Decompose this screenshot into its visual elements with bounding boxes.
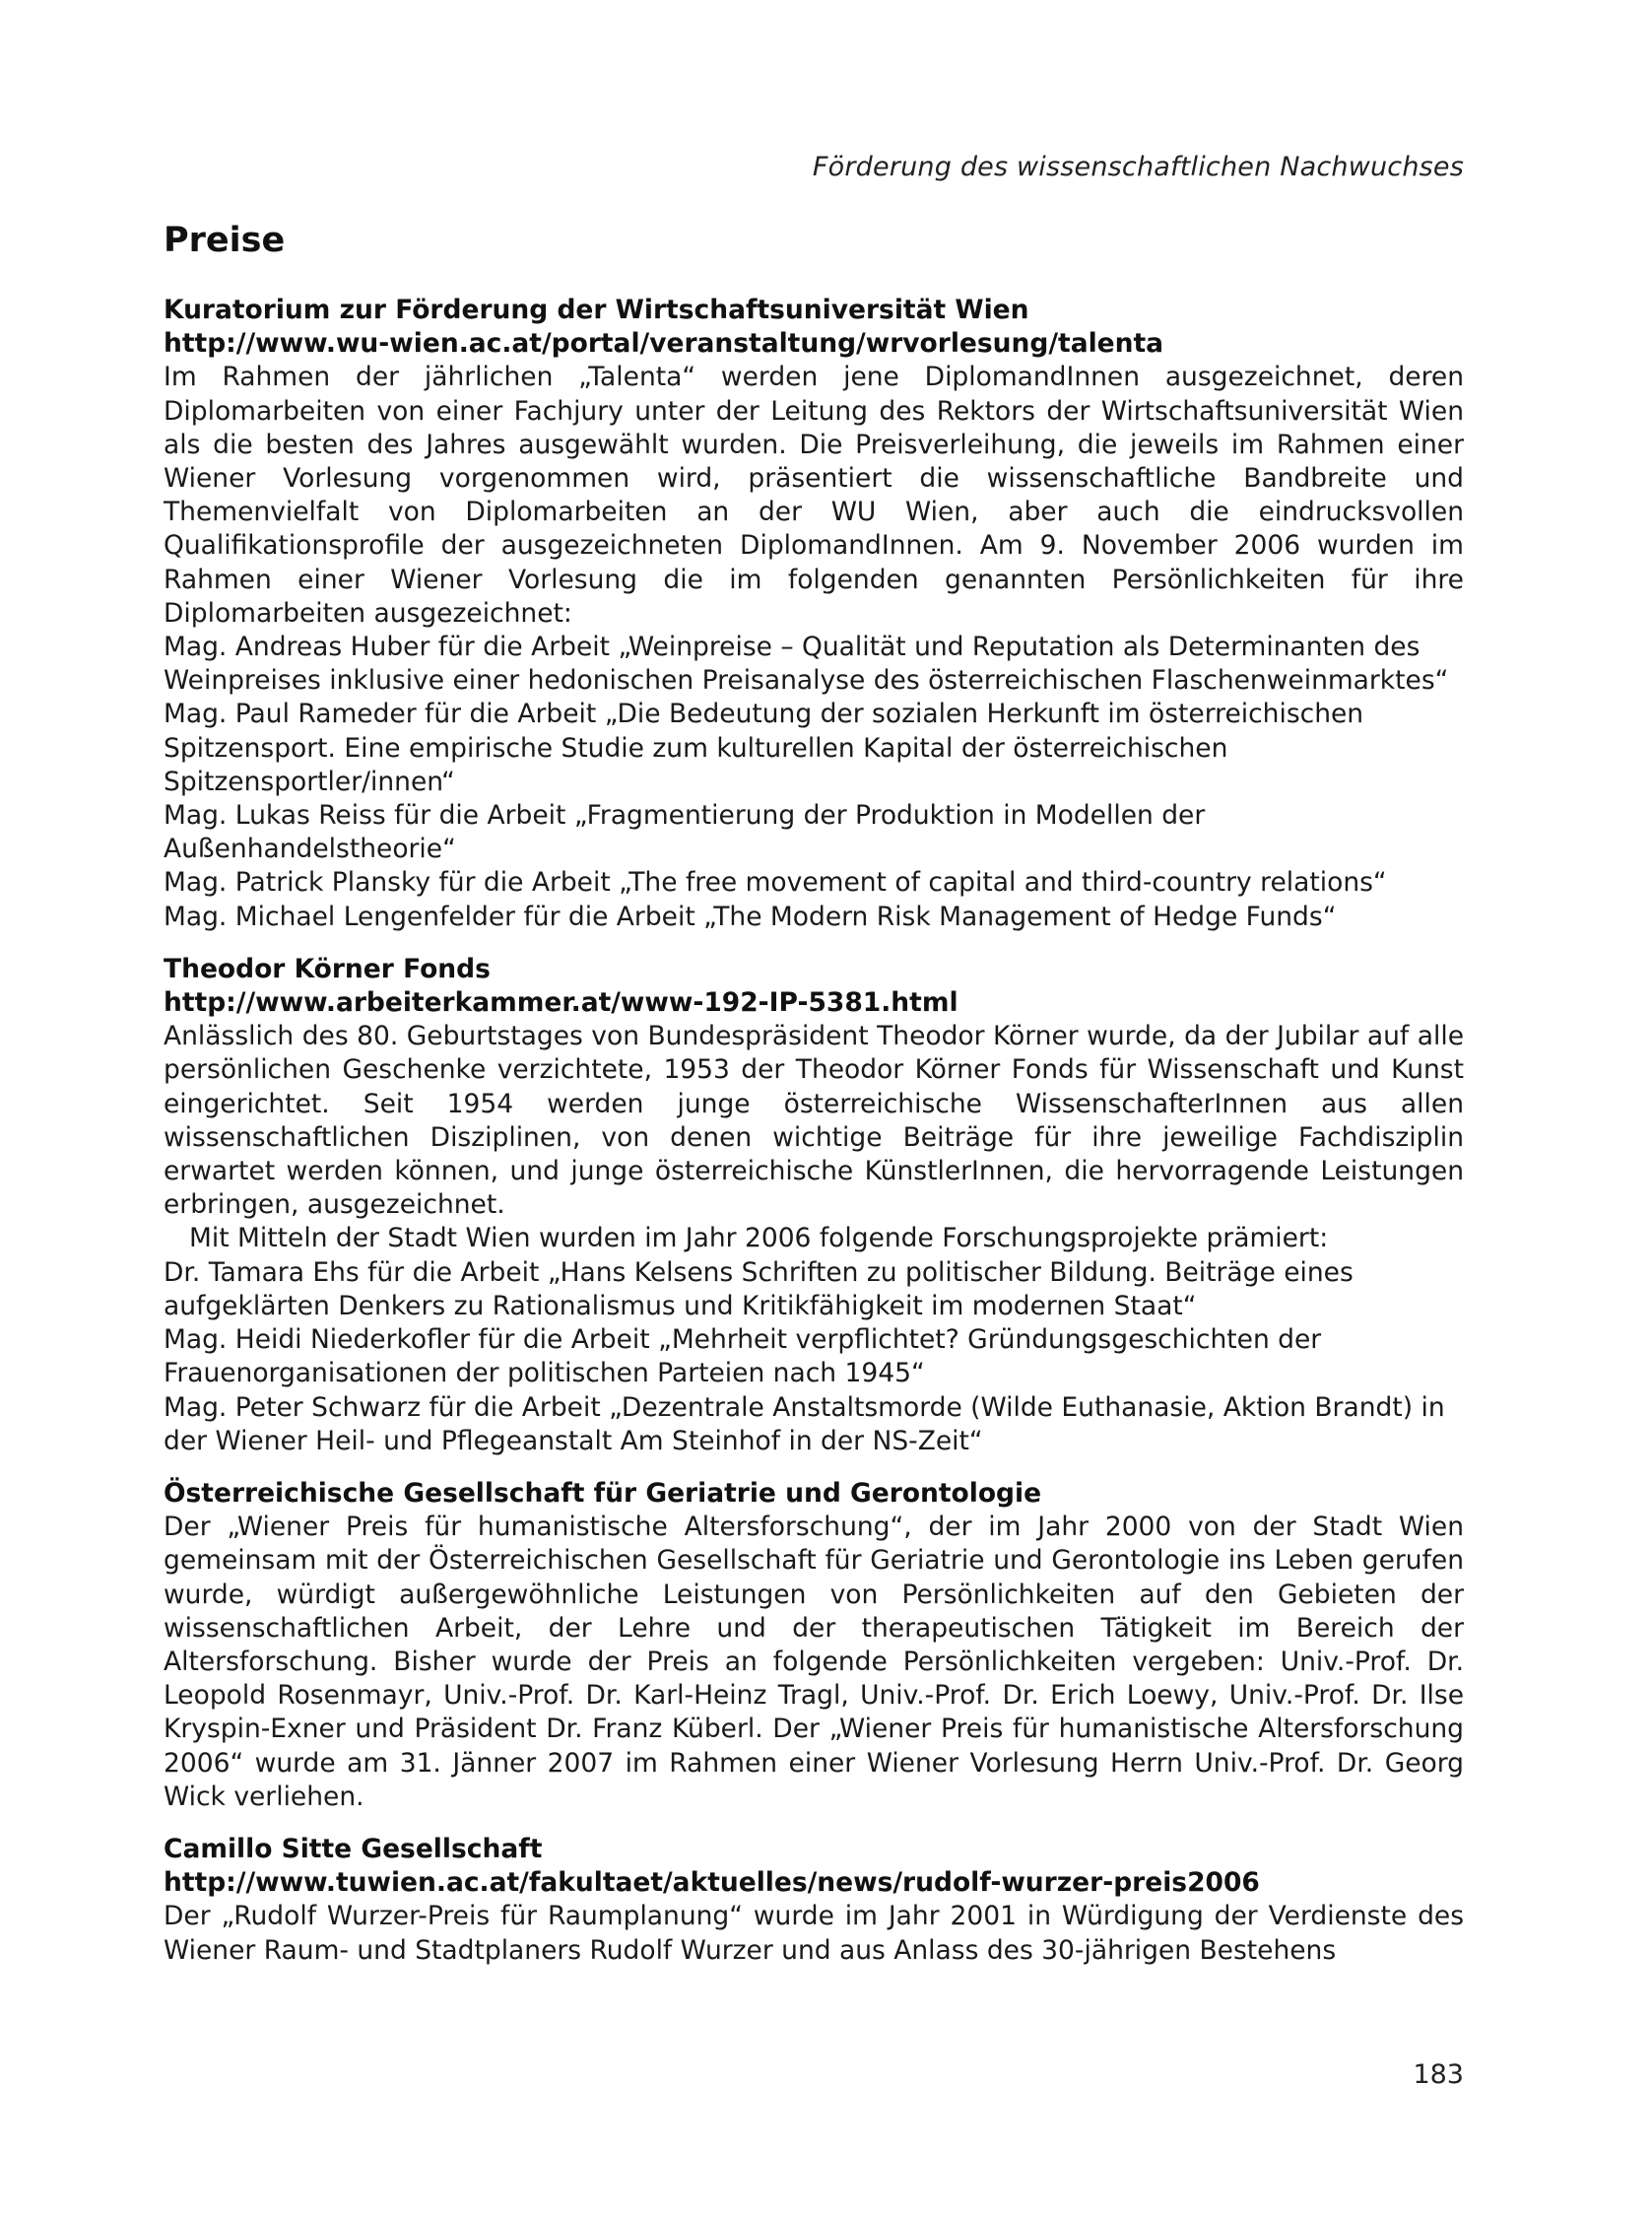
page-number: 183 (1413, 2059, 1464, 2090)
prize-entry-kuratorium (164, 294, 1464, 934)
award-recipient: Mag. Andreas Huber für die Arbeit „Weinpreise – Qualität und Reputation als Determinanten des Weinpreises inklusive einer hedonischen Preisanalyse des österreichischen Flaschenweinmarktes“ (164, 632, 1449, 697)
award-recipient: Mag. Heidi Niederkofler für die Arbeit „Mehrheit verpflichtet? Gründungsgeschichten der Frauenorganisationen der politischen Parteien nach 1945“ (164, 1324, 1322, 1389)
entry-url: http://www.arbeiterkammer.at/www-192-IP-5381.html (164, 987, 958, 1019)
entry-paragraph: Der „Wiener Preis für humanistische Altersforschung“, der im Jahr 2000 von der Stadt Wien gemeinsam mit der Österreichischen Gesellschaft für Geriatrie und Gerontologie ins Leben gerufen wurde, würdigt außergewöhnliche Leistungen von Persönlichkeiten auf den Gebieten der wissenschaftlichen Arbeit, der Lehre und der therapeutischen Tätigkeit im Bereich der Altersforschung. Bisher wurde der Preis an folgende Persönlichkeiten vergeben: Univ.-Prof. Dr. Leopold Rosenmayr, Univ.-Prof. Dr. Karl-Heinz Tragl, Univ.-Prof. Dr. Erich Loewy, Univ.-Prof. Dr. Ilse Kryspin-Exner und Präsident Dr. Franz Küberl. Der „Wiener Preis für humanistische Altersforschung 2006“ wurde am 31. Jänner 2007 im Rahmen einer Wiener Vorlesung Herrn Univ.-Prof. Dr. Georg Wick verliehen. (164, 1512, 1464, 1812)
entry-title: Camillo Sitte Gesellschaft (164, 1833, 543, 1864)
entry-title: Kuratorium zur Förderung der Wirtschaftsuniversität Wien (164, 295, 1029, 325)
prize-entry-camillo-sitte (164, 1833, 1464, 1968)
prize-entry-koerner-fonds (164, 953, 1464, 1458)
entry-paragraph: Anlässlich des 80. Geburtstages von Bundespräsident Theodor Körner wurde, da der Jubilar auf alle persönlichen Geschenke verzichtete, 1953 der Theodor Körner Fonds für Wissenschaft und Kunst eingerichtet. Seit 1954 werden junge österreichische WissenschafterInnen aus allen wissenschaftlichen Disziplinen, von denen wichtige Beiträge für ihre jeweilige Fachdisziplin erwartet werden können, und junge österreichische KünstlerInnen, die hervorragende Leistungen erbringen, ausgezeichnet. (164, 1021, 1464, 1221)
entry-title: Österreichische Gesellschaft für Geriatrie und Gerontologie (164, 1477, 1042, 1509)
award-recipient: Dr. Tamara Ehs für die Arbeit „Hans Kelsens Schriften zu politischer Bildung. Beiträge eines aufgeklärten Denkers zu Rationalismus und Kritikfähigkeit im modernen Staat“ (164, 1256, 1354, 1321)
entry-paragraph: Im Rahmen der jährlichen „Talenta“ werden jene DiplomandInnen ausgezeichnet, deren Diplomarbeiten von einer Fachjury unter der Leitung des Rektors der Wirtschaftsuniversität Wien als die besten des Jahres ausgewählt wurden. Die Preisverleihung, die jeweils im Rahmen einer Wiener Vorlesung vorgenommen wird, präsentiert die wissenschaftliche Bandbreite und Themenvielfalt von Diplomarbeiten an der WU Wien, aber auch die eindrucksvollen Qualifikationsprofile der ausgezeichneten DiplomandInnen. Am 9. November 2006 wurden im Rahmen einer Wiener Vorlesung die im folgenden genannten Persönlichkeiten für ihre Diplomarbeiten ausgezeichnet: (164, 362, 1464, 629)
entry-paragraph: Der „Rudolf Wurzer-Preis für Raumplanung“ wurde im Jahr 2001 in Würdigung der Verdienste des Wiener Raum- und Stadtplaners Rudolf Wurzer und aus Anlass des 30-jährigen Bestehens (164, 1901, 1464, 1966)
document-body (164, 294, 1464, 1986)
award-recipient: Mag. Peter Schwarz für die Arbeit „Dezentrale Anstaltsmorde (Wilde Euthanasie, Aktion Brandt) in der Wiener Heil- und Pflegeanstalt Am Steinhof in der NS-Zeit“ (164, 1391, 1445, 1456)
award-recipient: Mag. Lukas Reiss für die Arbeit „Fragmentierung der Produktion in Modellen der Außenhandelstheorie“ (164, 800, 1206, 865)
award-recipient: Mag. Michael Lengenfelder für die Arbeit „The Modern Risk Management of Hedge Funds“ (164, 901, 1337, 932)
award-recipient: Mag. Paul Rameder für die Arbeit „Die Bedeutung der sozialen Herkunft im österreichischen Spitzensport. Eine empirische Studie zum kulturellen Kapital der österreichischen Spitzensportler/innen“ (164, 699, 1364, 797)
entry-title: Theodor Körner Fonds (164, 953, 491, 984)
prize-entry-geriatrie (164, 1477, 1464, 1814)
award-recipient: Mag. Patrick Plansky für die Arbeit „The free movement of capital and third-country relations“ (164, 867, 1387, 899)
section-title: Preise (164, 221, 286, 260)
entry-url: http://www.wu-wien.ac.at/portal/veranstaltung/wrvorlesung/talenta (164, 328, 1164, 360)
document-page (164, 0, 1464, 2219)
entry-url: http://www.tuwien.ac.at/fakultaet/aktuelles/news/rudolf-wurzer-preis2006 (164, 1867, 1260, 1899)
entry-paragraph: Mit Mitteln der Stadt Wien wurden im Jahr 2006 folgende Forschungsprojekte prämiert: (189, 1223, 1329, 1254)
running-header: Förderung des wissenschaftlichen Nachwuchses (812, 152, 1464, 182)
